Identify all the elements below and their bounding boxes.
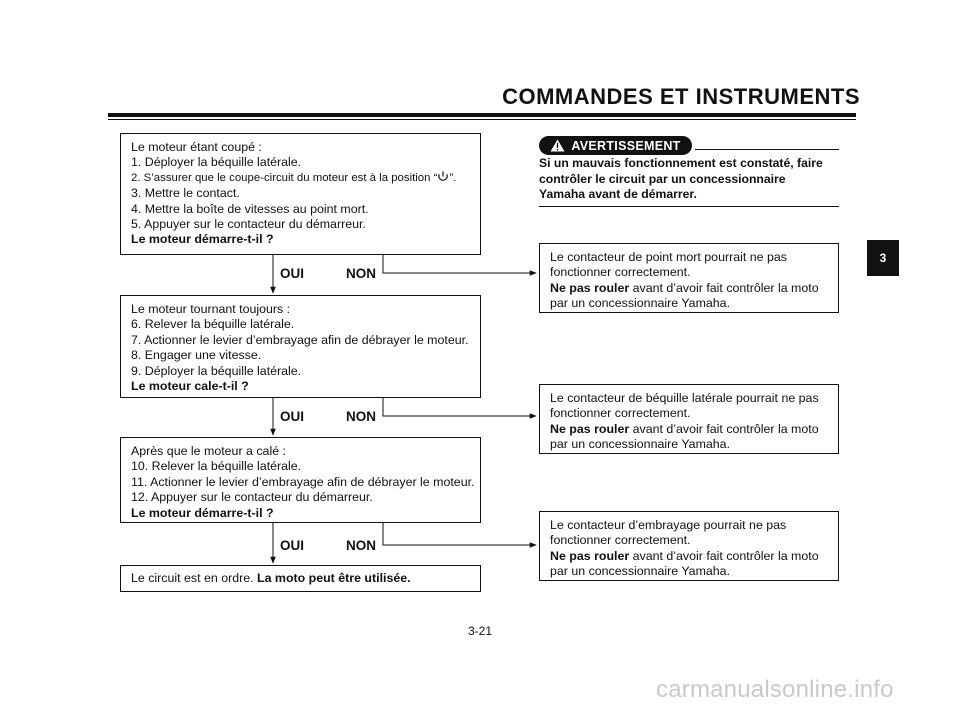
step1-line: 5. Appuyer sur le contacteur du démarreur. xyxy=(131,217,366,232)
final-text-bold: La moto peut être utilisée. xyxy=(257,571,411,585)
step3-question: Le moteur démarre-t-il ? xyxy=(131,505,274,520)
warning-line: Si un mauvais fonctionnement est constaté, faire xyxy=(539,156,823,170)
result-line: par un concessionnaire Yamaha. xyxy=(550,437,731,452)
result-line: fonctionner correctement. xyxy=(550,265,691,280)
watermark: carmanualsonline.info xyxy=(656,676,894,703)
result-line: fonctionner correctement. xyxy=(550,406,691,421)
result-line: Ne pas rouler avant d’avoir fait contrôler la moto xyxy=(550,421,819,436)
result-box-neutral-switch xyxy=(539,243,839,313)
warning-line: Yamaha avant de démarrer. xyxy=(539,187,697,202)
step2-line: 6. Relever la béquille latérale. xyxy=(131,317,295,332)
step3-line: Après que le moteur a calé : xyxy=(131,444,286,458)
step3-line: 12. Appuyer sur le contacteur du démarreur. xyxy=(131,490,373,505)
warning-line: contrôler le circuit par un concessionnaire xyxy=(539,171,786,186)
step1-line: 1. Déployer la béquille latérale. xyxy=(131,155,302,170)
warning-bottom-rule xyxy=(539,206,839,207)
page-number: 3-21 xyxy=(467,624,493,638)
yes-label-3: OUI xyxy=(280,538,305,553)
arrow-no-1 xyxy=(383,255,536,273)
result-line: Le contacteur de béquille latérale pourrait ne pas xyxy=(550,391,819,405)
yes-label-1: OUI xyxy=(280,266,305,281)
step2-box xyxy=(120,295,481,398)
result-line: par un concessionnaire Yamaha. xyxy=(550,564,731,579)
step1-line: 3. Mettre le contact. xyxy=(131,186,240,201)
warning-badge-label: AVERTISSEMENT xyxy=(571,138,681,153)
warning-triangle-icon xyxy=(550,139,565,152)
final-box xyxy=(120,565,481,592)
warning-text xyxy=(539,156,839,203)
step1-question: Le moteur démarre-t-il ? xyxy=(131,232,274,247)
step2-line: Le moteur tournant toujours : xyxy=(131,302,291,316)
result-line: Le contacteur de point mort pourrait ne pas xyxy=(550,250,787,264)
step1-line: 2. S’assurer que le coupe-circuit du moteur est à la position “ ”. xyxy=(131,171,457,184)
result-box-clutch-switch xyxy=(539,511,839,581)
page-title: COMMANDES ET INSTRUMENTS xyxy=(502,84,860,109)
step3-line: 10. Relever la béquille latérale. xyxy=(131,459,302,474)
result-line: Ne pas rouler avant d’avoir fait contrôler la moto xyxy=(550,280,819,295)
no-label-2: NON xyxy=(346,409,376,424)
result-box-sidestand-switch xyxy=(539,384,839,454)
warning-rule xyxy=(695,149,839,150)
yes-label-2: OUI xyxy=(280,409,305,424)
step3-line: 11. Actionner le levier d’embrayage afin de débrayer le moteur. xyxy=(131,474,475,489)
no-label-1: NON xyxy=(346,266,376,281)
arrow-no-3 xyxy=(383,523,536,545)
final-text: Le circuit est en ordre. xyxy=(131,571,258,585)
step2-line: 7. Actionner le levier d’embrayage afin de débrayer le moteur. xyxy=(131,332,469,347)
arrow-no-2 xyxy=(383,398,536,416)
engine-stop-switch-run-icon xyxy=(437,171,449,182)
result-line: Ne pas rouler avant d’avoir fait contrôler la moto xyxy=(550,548,819,563)
step3-box xyxy=(120,437,481,523)
step1-line: Le moteur étant coupé : xyxy=(131,140,262,154)
step2-question: Le moteur cale-t-il ? xyxy=(131,379,249,394)
step1-line: 4. Mettre la boîte de vitesses au point mort. xyxy=(131,201,369,216)
no-label-3: NON xyxy=(346,538,376,553)
warning-badge xyxy=(539,136,692,155)
step1-box xyxy=(120,133,481,255)
step2-line: 9. Déployer la béquille latérale. xyxy=(131,363,302,378)
chapter-tab: 3 xyxy=(867,240,899,276)
result-line: fonctionner correctement. xyxy=(550,533,691,548)
step2-line: 8. Engager une vitesse. xyxy=(131,348,262,363)
result-line: par un concessionnaire Yamaha. xyxy=(550,296,731,311)
result-line: Le contacteur d’embrayage pourrait ne pas xyxy=(550,518,787,532)
